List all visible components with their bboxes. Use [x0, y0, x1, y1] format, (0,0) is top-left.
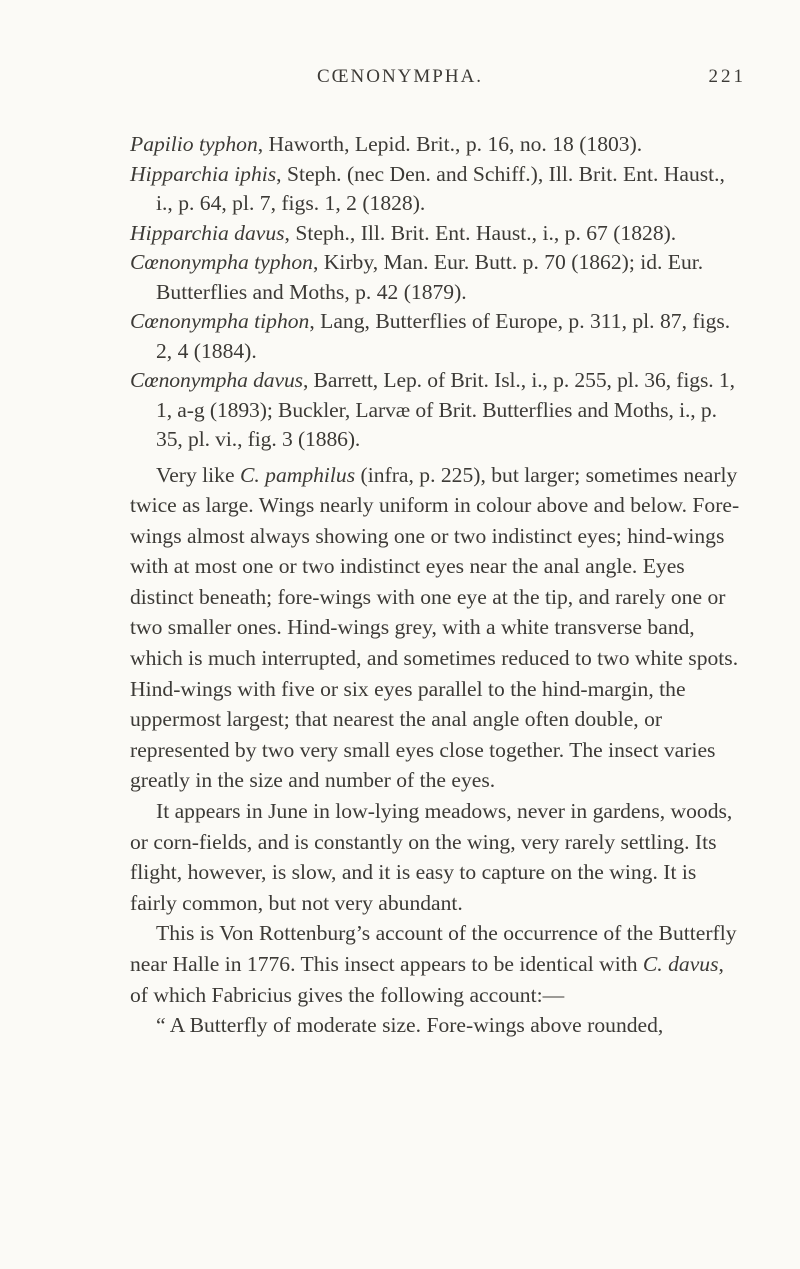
- paragraph-text: , of which Fabricius gives the following account:—: [130, 952, 724, 1007]
- synonym-reference: , Steph., Ill. Brit. Ent. Haust., i., p. 67 (1828).: [284, 220, 677, 245]
- synonymy-list: [130, 130, 740, 455]
- synonym-reference: , Kirby, Man. Eur. Butt. p. 70 (1862); id. Eur. Butterflies and Moths, p. 42 (1879).: [156, 250, 704, 304]
- quotation-paragraph: “ A Butterfly of moderate size. Fore-wings above rounded,: [156, 1013, 664, 1038]
- page-header: [0, 66, 800, 96]
- page-number: 221: [708, 66, 746, 87]
- synonym-entry: [130, 366, 740, 455]
- synonym-entry: [130, 130, 740, 160]
- running-head: CŒNONYMPHA.: [316, 66, 484, 87]
- synonym-reference: , Steph. (nec Den. and Schiff.), Ill. Brit. Ent. Haust., i., p. 64, pl. 7, figs. 1, 2 (1828).: [156, 161, 725, 215]
- paragraph-text: Very like: [156, 462, 240, 487]
- page-body: [130, 130, 740, 1041]
- species-name: C. pamphilus: [239, 462, 356, 487]
- synonym-entry: [130, 307, 740, 366]
- synonym-entry: [130, 219, 740, 249]
- synonym-name: Hipparchia davus: [130, 220, 285, 245]
- synonym-entry: [130, 248, 740, 307]
- habitat-paragraph: It appears in June in low-lying meadows, never in gardens, woods, or corn-fields, and is constantly on the wing, very rarely settling. Its flight, however, is slow, and it is easy to capture on the wing. It is fairly common, but not very abundant.: [130, 799, 733, 915]
- paragraph-text: This is Von Rottenburg’s account of the occurrence of the Butterfly near Halle in 1776. This insect appears to be identical with: [130, 921, 737, 976]
- synonym-name: Cœnonympha typhon: [130, 250, 313, 274]
- synonym-name: Cœnonympha tiphon: [130, 309, 310, 333]
- paragraph-text: (infra, p. 225), but larger; sometimes nearly twice as large. Wings nearly uniform in colour above and below. Fore-wings almost always showing one or two indistinct eyes; hind-wings with at most one or two indistinct eyes near the anal angle. Eyes distinct beneath; fore-wings with one eye at the tip, and rarely one or two smaller ones. Hind-wings grey, with a white transverse band, which is much interrupted, and sometimes reduced to two white spots. Hind-wings with five or six eyes parallel to the hind-margin, the uppermost largest; that nearest the anal angle often double, or represented by two very small eyes close together. The insect varies greatly in the size and number of the eyes.: [130, 462, 740, 793]
- synonym-name: Hipparchia iphis: [130, 161, 277, 186]
- synonym-name: Cœnonympha davus: [130, 368, 303, 392]
- synonym-entry: [130, 160, 740, 219]
- species-name: C. davus: [642, 952, 719, 976]
- synonym-reference: , Haworth, Lepid. Brit., p. 16, no. 18 (1803).: [257, 132, 643, 156]
- history-paragraph: [130, 918, 740, 1010]
- synonym-name: Papilio typhon: [130, 132, 258, 156]
- synonym-reference: , Barrett, Lep. of Brit. Isl., i., p. 255, pl. 36, figs. 1, 1, a-g (1893); Buckler, Larvæ of Brit. Butterflies and Moths, i., p. 35, pl. vi., fig. 3 (1886).: [156, 368, 735, 451]
- synonym-reference: , Lang, Butterflies of Europe, p. 311, pl. 87, figs. 2, 4 (1884).: [156, 309, 731, 363]
- description-paragraph: [130, 460, 740, 797]
